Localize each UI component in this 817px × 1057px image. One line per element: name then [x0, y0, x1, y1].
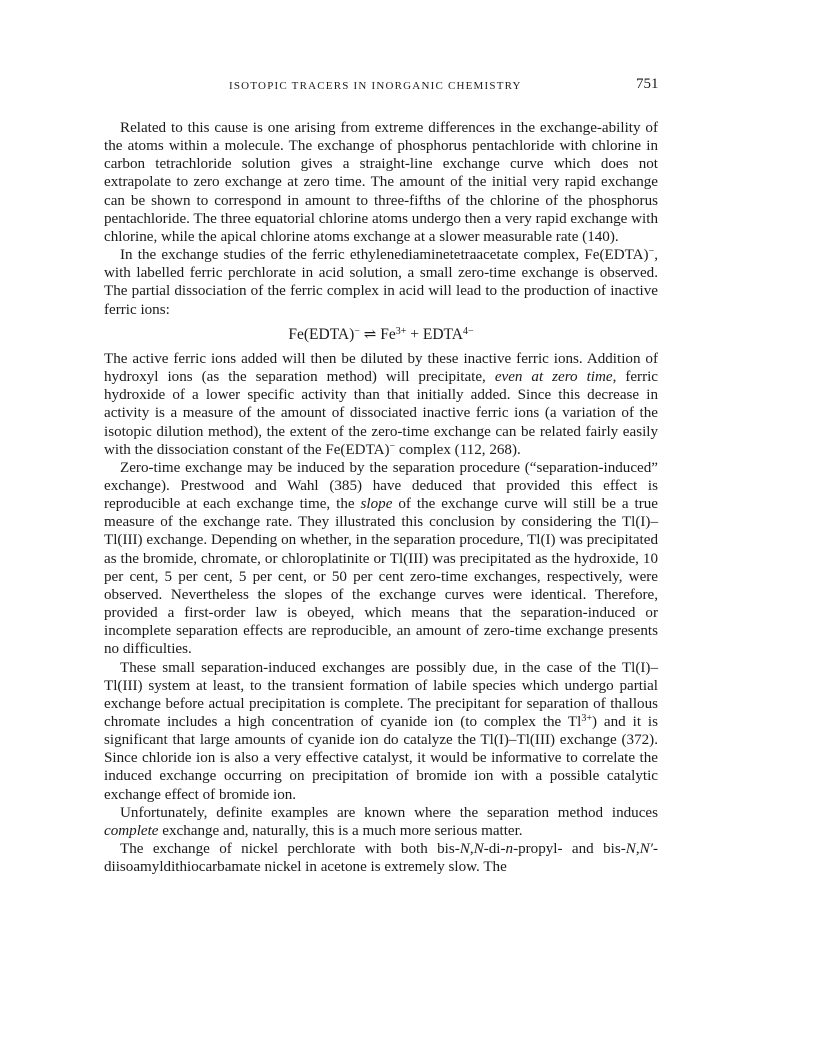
paragraph-7: The exchange of nickel perchlorate with both bis-N,N-di-n-propyl- and bis-N,N′-diisoamyldithiocarbamate nickel in acetone is extremely slow. The [104, 841, 658, 876]
paragraph-5: These small separation-induced exchanges are possibly due, in the case of the Tl(I)–Tl(III) system at least, to the transient formation of labile species which undergo partial exchange before actual precipitation is complete. The precipitant for separation of thallous chromate includes a high concentration of cyanide ion (to complex the $Tl^{3+}$) and it is significant that large amounts of cyanide ion do catalyze the Tl(I)–Tl(III) exchange (372). Since chloride ion is also a very effective catalyst, it would be informative to correlate the induced exchange occurring on precipitation of bromide ion with a possible catalytic exchange effect of bromide ion. [104, 659, 658, 803]
paragraph-2: In the exchange studies of the ferric ethylenediaminetetraacetate complex, Fe(EDTA)−, with labelled ferric perchlorate in acid solution, a small zero-time exchange is observed. The partial dissociation of the ferric complex in acid will lead to the production of inactive ferric ions: [104, 246, 658, 318]
equilibrium-arrow-icon: ⇌ [363, 326, 377, 343]
running-head: ISOTOPIC TRACERS IN INORGANIC CHEMISTRY [229, 80, 522, 92]
equation-dissociation: Fe(EDTA)− ⇌ $Fe^{3+}$ + $EDTA^{4-}$ [288, 325, 474, 343]
paragraph-6: Unfortunately, definite examples are known where the separation method induces complete exchange and, naturally, this is a much more serious matter. [104, 804, 658, 839]
paragraph-4: Zero-time exchange may be induced by the separation procedure (“separation-induced” exchange). Prestwood and Wahl (385) have deduced that provided this effect is reproducible at each exchange time, the slope of the exchange curve will still be a true measure of the exchange rate. They illustrated this conclusion by considering the Tl(I)–Tl(III) exchange. Depending on whether, in the separation procedure, Tl(I) was precipitated as the bromide, chromate, or chloroplatinite or Tl(III) was precipitated as the hydroxide, 10 per cent, 5 per cent, 5 per cent, or 50 per cent zero-time exchanges, respectively, were observed. Nevertheless the slopes of the exchange curves were identical. Therefore, provided a first-order law is obeyed, which means that the separation-induced or incomplete separation effects are reproducible, an amount of zero-time exchange presents no difficulties. [104, 459, 658, 658]
page-number: 751 [636, 76, 659, 92]
paragraph-3: The active ferric ions added will then be diluted by these inactive ferric ions. Addition of hydroxyl ions (as the separation method) will precipitate, even at zero time, ferric hydroxide of a lower specific activity than that initially added. Since this decrease in activity is a measure of the amount of dissociated inactive ferric ions (a variation of the isotopic dilution method), the extent of the zero-time exchange can be related fairly easily with the dissociation constant of the Fe(EDTA)− complex (112, 268). [104, 350, 658, 458]
body-text [104, 119, 658, 876]
paragraph-1: Related to this cause is one arising from extreme differences in the exchange-ability of the atoms within a molecule. The exchange of phosphorus pentachloride with chlorine in carbon tetrachloride solution gives a straight-line exchange curve which does not extrapolate to zero exchange at zero time. The amount of the initial very rapid exchange can be shown to correspond in amount to three-fifths of the chlorine of the phosphorus pentachloride. The three equatorial chlorine atoms undergo then a very rapid exchange with chlorine, while the apical chlorine atoms exchange at a slower measurable rate (140). [104, 120, 658, 245]
